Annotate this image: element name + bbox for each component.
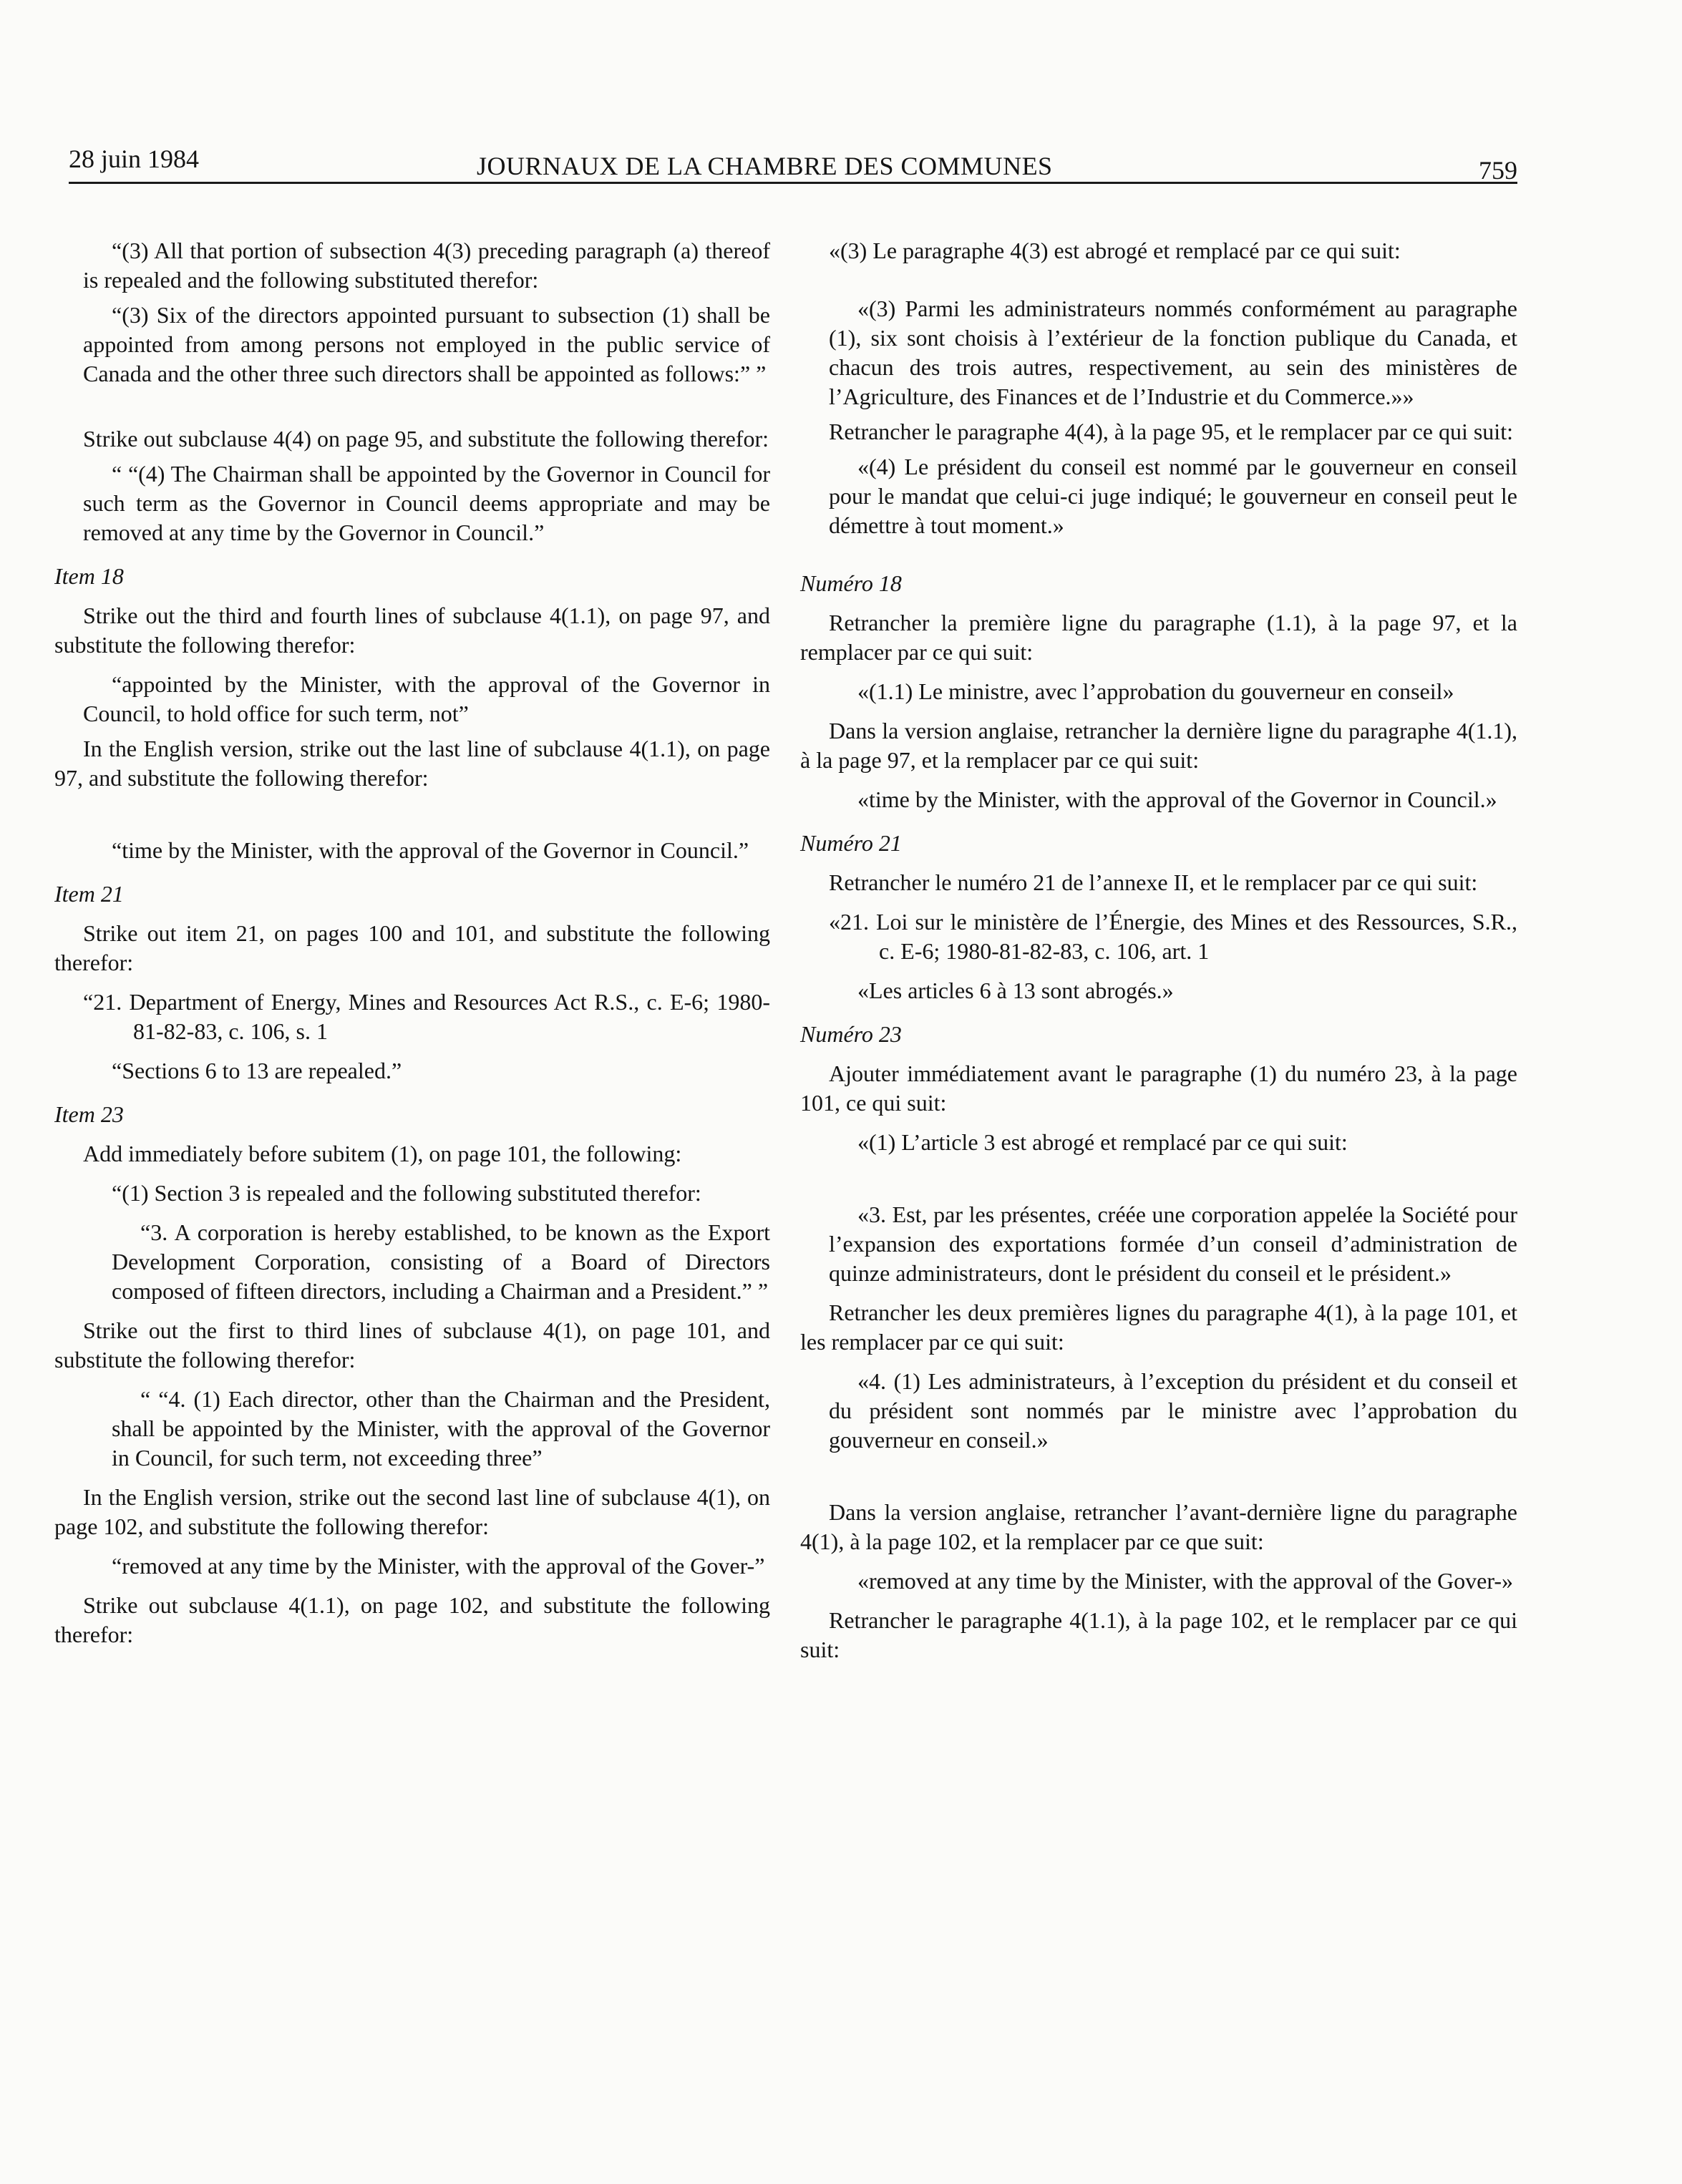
amendment-quote: «time by the Minister, with the approval of the Governor in Council.» bbox=[857, 786, 1497, 812]
item-heading: Item 21 bbox=[54, 881, 124, 907]
english-column bbox=[54, 236, 770, 1649]
instruction-paragraph: Retrancher la première ligne du paragraphe (1.1), à la page 97, et la remplacer par ce qui suit: bbox=[800, 610, 1517, 665]
instruction-paragraph: Strike out the first to third lines of subclause 4(1), on page 101, and substitute the following therefor: bbox=[54, 1317, 770, 1373]
amendment-quote: «(3) Parmi les administrateurs nommés conformément au paragraphe (1), six sont choisis à l’extérieur de la fonction publique du Canada, et chacun des trois autres, respectivement, au sein des ministères de l’Agriculture, des Finances et de l’Industrie et du Commerce.»» bbox=[829, 296, 1517, 409]
amendment-quote: «(3) Le paragraphe 4(3) est abrogé et remplacé par ce qui suit: bbox=[829, 238, 1401, 263]
instruction-paragraph: Retrancher le paragraphe 4(4), à la page 95, et le remplacer par ce qui suit: bbox=[829, 419, 1513, 444]
amendment-quote: “(3) Six of the directors appointed pursuant to subsection (1) shall be appointed from among persons not employed in the public service of Canada and the other three such directors shall be appointed as follows:” ” bbox=[83, 302, 770, 386]
instruction-paragraph: Ajouter immédiatement avant le paragraphe (1) du numéro 23, à la page 101, ce qui suit: bbox=[800, 1061, 1517, 1116]
amendment-quote: «4. (1) Les administrateurs, à l’exception du président et du conseil et du président sont nommés par le ministre avec l’approbation du gouverneur en conseil.» bbox=[829, 1368, 1517, 1453]
amendment-quote: “time by the Minister, with the approval of the Governor in Council.” bbox=[112, 837, 749, 863]
amendment-quote: “Sections 6 to 13 are repealed.” bbox=[112, 1058, 402, 1083]
header-title: JOURNAUX DE LA CHAMBRE DES COMMUNES bbox=[477, 152, 1053, 180]
instruction-paragraph: In the English version, strike out the second last line of subclause 4(1), on page 102, and substitute the following therefor: bbox=[54, 1484, 770, 1539]
instruction-paragraph: Strike out item 21, on pages 100 and 101, and substitute the following therefor: bbox=[54, 920, 770, 975]
amendment-quote: “(3) All that portion of subsection 4(3) preceding paragraph (a) thereof is repealed and the following substituted therefor: bbox=[83, 238, 770, 293]
amendment-quote: “ “(4) The Chairman shall be appointed by the Governor in Council for such term as the Governor in Council deems appropriate and may be removed at any time by the Governor in Council.” bbox=[83, 461, 770, 545]
item-heading: Numéro 23 bbox=[800, 1021, 902, 1047]
instruction-paragraph: Retrancher le numéro 21 de l’annexe II, et le remplacer par ce qui suit: bbox=[829, 869, 1478, 895]
amendment-quote: «Les articles 6 à 13 sont abrogés.» bbox=[857, 978, 1174, 1003]
amendment-quote: «(1.1) Le ministre, avec l’approbation du gouverneur en conseil» bbox=[857, 678, 1454, 704]
instruction-paragraph: Strike out subclause 4(1.1), on page 102, and substitute the following therefor: bbox=[54, 1592, 770, 1647]
amendment-quote: “(1) Section 3 is repealed and the following substituted therefor: bbox=[112, 1180, 701, 1206]
instruction-paragraph: Add immediately before subitem (1), on page 101, the following: bbox=[83, 1141, 682, 1166]
instruction-paragraph: Strike out subclause 4(4) on page 95, and substitute the following therefor: bbox=[83, 426, 769, 452]
item-heading: Numéro 21 bbox=[800, 830, 902, 856]
header-date: 28 juin 1984 bbox=[69, 145, 200, 173]
instruction-paragraph: Retrancher les deux premières lignes du paragraphe 4(1), à la page 101, et les remplacer par ce qui suit: bbox=[800, 1300, 1517, 1355]
amendment-quote: «(4) Le président du conseil est nommé par le gouverneur en conseil pour le mandat que celui-ci juge indiqué; le gouverneur en conseil peut le démettre à tout moment.» bbox=[829, 454, 1517, 538]
amendment-quote: «removed at any time by the Minister, with the approval of the Gover-» bbox=[857, 1568, 1514, 1594]
amendment-quote: “appointed by the Minister, with the approval of the Governor in Council, to hold office for such term, not” bbox=[83, 671, 770, 726]
page-number: 759 bbox=[1479, 156, 1517, 185]
item-heading: Numéro 18 bbox=[800, 570, 902, 596]
amendment-quote: «21. Loi sur le ministère de l’Énergie, des Mines et des Ressources, S.R., c. E-6; 1980-81-82-83, c. 106, art. 1 bbox=[829, 909, 1517, 964]
item-heading: Item 23 bbox=[54, 1101, 124, 1127]
amendment-quote: “3. A corporation is hereby established, to be known as the Export Development Corporation, consisting of a Board of Directors composed of fifteen directors, including a Chairman and a President.” ” bbox=[112, 1219, 770, 1304]
french-column bbox=[800, 236, 1517, 1664]
instruction-paragraph: Dans la version anglaise, retrancher la dernière ligne du paragraphe 4(1.1), à la page 97, et la remplacer par ce qui suit: bbox=[800, 718, 1517, 773]
amendment-quote: “21. Department of Energy, Mines and Resources Act R.S., c. E-6; 1980-81-82-83, c. 106, s. 1 bbox=[83, 989, 770, 1044]
page-header bbox=[69, 142, 1517, 184]
instruction-paragraph: Strike out the third and fourth lines of subclause 4(1.1), on page 97, and substitute the following therefor: bbox=[54, 603, 770, 658]
instruction-paragraph: Dans la version anglaise, retrancher l’avant-dernière ligne du paragraphe 4(1), à la page 102, et la remplacer par ce que suit: bbox=[800, 1499, 1517, 1554]
amendment-quote: “removed at any time by the Minister, with the approval of the Gover-” bbox=[112, 1553, 765, 1579]
item-heading: Item 18 bbox=[54, 563, 124, 589]
amendment-quote: «3. Est, par les présentes, créée une corporation appelée la Société pour l’expansion des exportations formée d’un conseil d’administration de quinze administrateurs, dont le président du conseil et le président.» bbox=[829, 1201, 1517, 1286]
instruction-paragraph: Retrancher le paragraphe 4(1.1), à la page 102, et le remplacer par ce qui suit: bbox=[800, 1607, 1517, 1662]
instruction-paragraph: In the English version, strike out the last line of subclause 4(1.1), on page 97, and substitute the following therefor: bbox=[54, 736, 770, 791]
amendment-quote: «(1) L’article 3 est abrogé et remplacé par ce qui suit: bbox=[857, 1129, 1348, 1155]
amendment-quote: “ “4. (1) Each director, other than the Chairman and the President, shall be appointed by the Minister, with the approval of the Governor in Council, for such term, not exceeding three” bbox=[112, 1386, 770, 1471]
